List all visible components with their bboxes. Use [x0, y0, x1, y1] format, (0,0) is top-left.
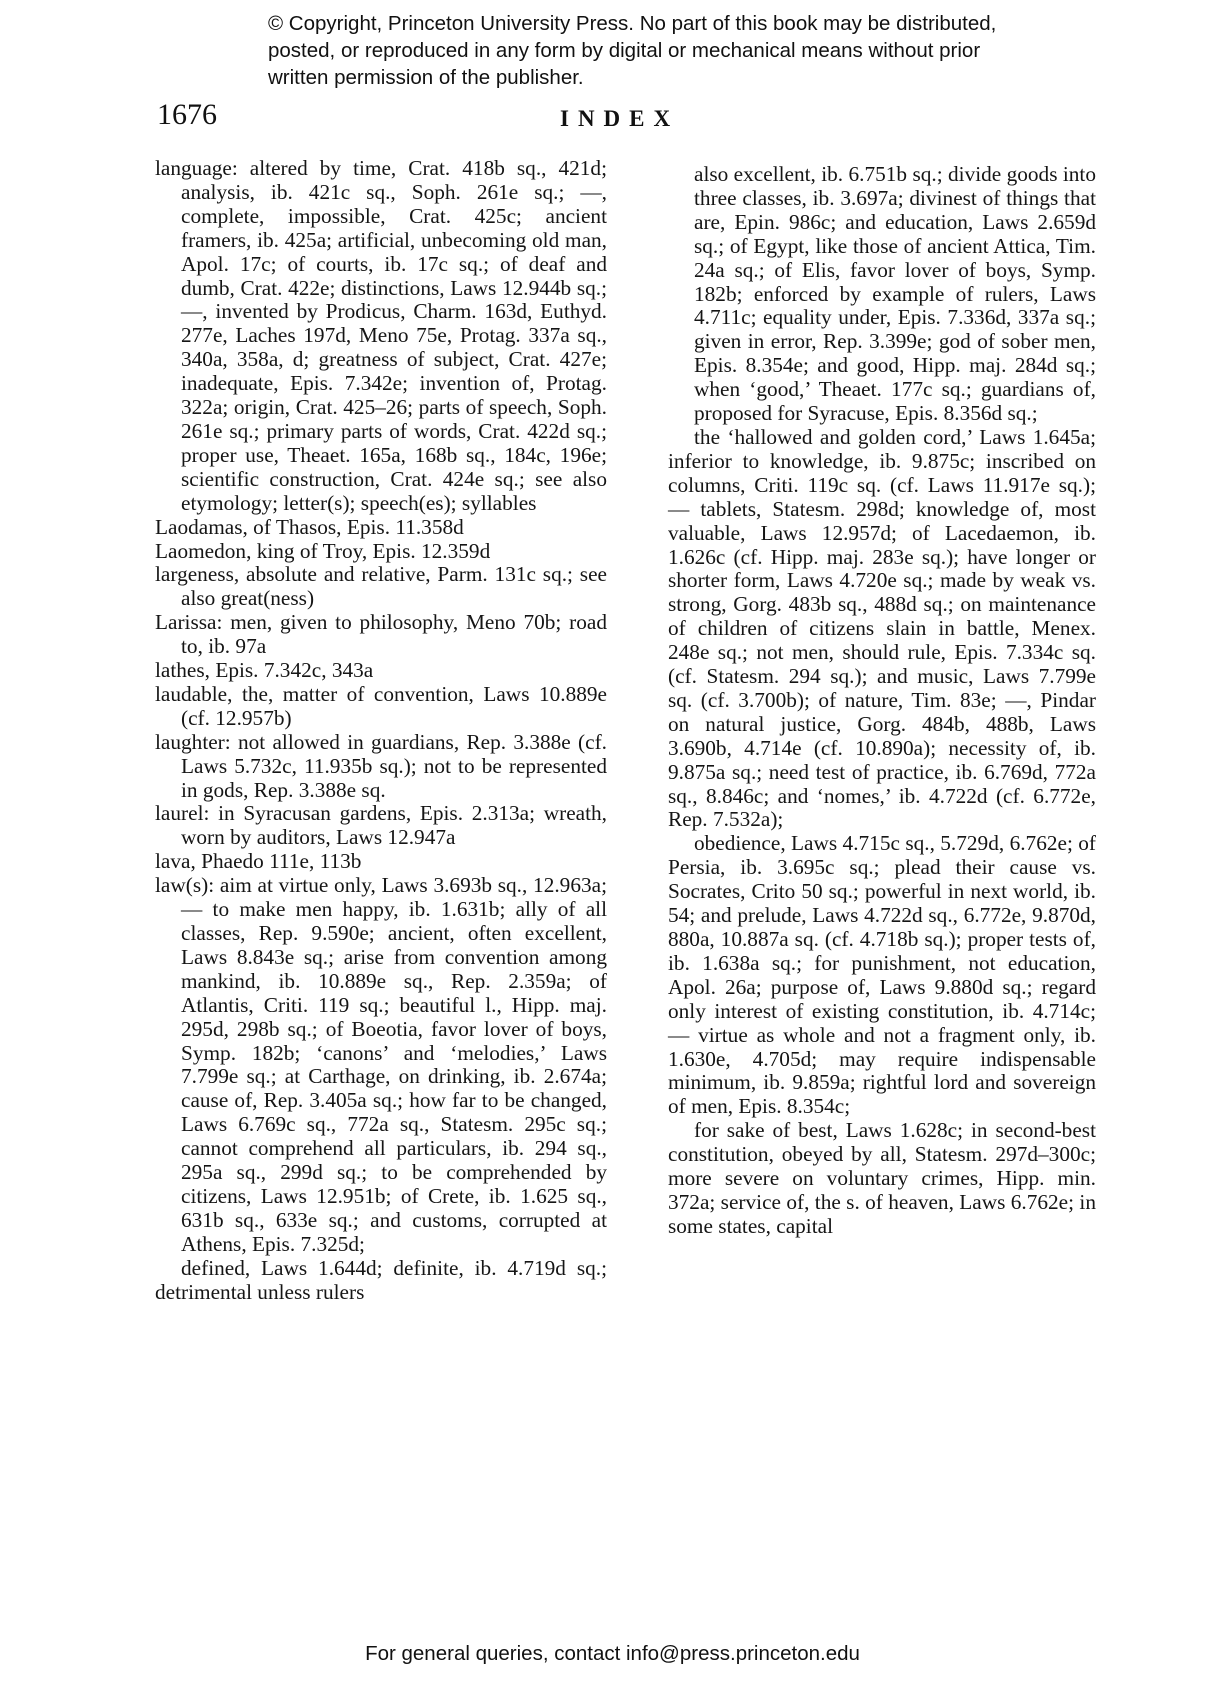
- index-entry-continuation: also excellent, ib. 6.751b sq.; divide goods into three classes, ib. 3.697a; divinest of things that are, Epin. 986c; and education, Laws 2.659d sq.; of Egypt, like those of ancient Attica, Tim. 24a sq.; of Elis, favor lover of boys, Symp. 182b; enforced by example of rulers, Laws 4.711c; equality under, Epis. 7.336d, 337a sq.; given in error, Rep. 3.399e; god of sober men, Epis. 8.354e; and good, Hipp. maj. 284d sq.; when ‘good,’ Theaet. 177c sq.; guardians of, proposed for Syracuse, Epis. 8.356d sq.;: [694, 162, 1096, 426]
- index-subentry: for sake of best, Laws 1.628c; in second-best constitution, obeyed by all, Statesm. 297d–300c; more severe on voluntary crimes, Hipp. min. 372a; service of, the s. of heaven, Laws 6.762e; in some states, capital: [668, 1118, 1096, 1238]
- index-entry: laurel: in Syracusan gardens, Epis. 2.313a; wreath, worn by auditors, Laws 12.947a: [155, 801, 607, 850]
- index-entry: laughter: not allowed in guardians, Rep. 3.388e (cf. Laws 5.732c, 11.935b sq.); not to be represented in gods, Rep. 3.388e sq.: [155, 729, 607, 802]
- index-column-right: [668, 163, 1096, 1239]
- index-entry: lava, Phaedo 111e, 113b: [155, 849, 362, 874]
- page-number: 1676: [157, 98, 217, 131]
- index-entry: largeness, absolute and relative, Parm. 131c sq.; see also great(ness): [155, 562, 607, 611]
- index-subentry: the ‘hallowed and golden cord,’ Laws 1.645a; inferior to knowledge, ib. 9.875c; inscribed on columns, Criti. 119c sq. (cf. Laws 11.917e sq.); — tablets, Statesm. 298d; knowledge of, most valuable, Laws 12.957d; of Lacedaemon, ib. 1.626c (cf. Hipp. maj. 283e sq.); have longer or shorter form, Laws 4.720e sq.; made by weak vs. strong, Gorg. 483b sq., 488d sq.; on maintenance of children of citizens slain in battle, Menex. 248e sq.; not men, should rule, Epis. 7.334c sq. (cf. Statesm. 294 sq.); and music, Laws 7.799e sq. (cf. 3.700b); of nature, Tim. 83e; —, Pindar on natural justice, Gorg. 484b, 488b, Laws 3.690b, 4.714e (cf. 10.890a); necessity of, ib. 9.875a sq.; need test of practice, ib. 6.769d, 772a sq., 8.846c; and ‘nomes,’ ib. 4.722d (cf. 6.772e, Rep. 7.532a);: [668, 424, 1096, 832]
- index-entry: Laodamas, of Thasos, Epis. 11.358d: [155, 514, 464, 539]
- index-entry: law(s): aim at virtue only, Laws 3.693b sq., 12.963a; — to make men happy, ib. 1.631b; ally of all classes, Rep. 9.590e; ancient, often excellent, Laws 8.843e sq.; arise from convention among mankind, ib. 10.889e sq., Rep. 2.359a; of Atlantis, Criti. 119 sq.; beautiful l., Hipp. maj. 295d, 298b sq.; of Boeotia, favor lover of boys, Symp. 182b; ‘canons’ and ‘melodies,’ Laws 7.799e sq.; at Carthage, on drinking, ib. 2.674a; cause of, Rep. 3.405a sq.; how far to be changed, Laws 6.769c sq., 772a sq., Statesm. 295c sq.; cannot comprehend all particulars, ib. 294 sq., 295a sq., 299d sq.; to be comprehended by citizens, Laws 12.951b; of Crete, ib. 1.625 sq., 631b sq., 633e sq.; and customs, corrupted at Athens, Epis. 7.325d;: [155, 873, 607, 1256]
- index-entry: Larissa: men, given to philosophy, Meno 70b; road to, ib. 97a: [155, 610, 607, 659]
- index-column-left: [155, 157, 607, 1305]
- index-entry: laudable, the, matter of convention, Laws 10.889e (cf. 12.957b): [155, 681, 607, 730]
- footer-contact: For general queries, contact info@press.princeton.edu: [365, 1642, 860, 1665]
- index-subentry: obedience, Laws 4.715c sq., 5.729d, 6.762e; of Persia, ib. 3.695c sq.; plead their cause vs. Socrates, Crito 50 sq.; powerful in next world, ib. 54; and prelude, Laws 4.722d sq., 6.772e, 9.870d, 880a, 10.887a sq. (cf. 4.718b sq.); proper tests of, ib. 1.638a sq.; for punishment, not education, Apol. 26a; purpose of, Laws 9.880d sq.; regard only interest of existing constitution, ib. 4.714c; — virtue as whole and not a fragment only, ib. 1.630e, 4.705d; may require indispensable minimum, ib. 9.859a; rightful lord and sovereign of men, Epis. 8.354c;: [668, 831, 1096, 1119]
- index-entry: Laomedon, king of Troy, Epis. 12.359d: [155, 538, 491, 563]
- index-entry: lathes, Epis. 7.342c, 343a: [155, 658, 374, 683]
- index-subentry: defined, Laws 1.644d; definite, ib. 4.719d sq.; detrimental unless rulers: [155, 1255, 607, 1304]
- running-head: INDEX: [560, 106, 680, 131]
- index-entry: language: altered by time, Crat. 418b sq., 421d; analysis, ib. 421c sq., Soph. 261e sq.; —, complete, impossible, Crat. 425c; ancient framers, ib. 425a; artificial, unbecoming old man, Apol. 17c; of courts, ib. 17c sq.; of deaf and dumb, Crat. 422e; distinctions, Laws 12.944b sq.; —, invented by Prodicus, Charm. 163d, Euthyd. 277e, Laches 197d, Meno 75e, Protag. 337a sq., 340a, 358a, d; greatness of subject, Crat. 427e; inadequate, Epis. 7.342e; invention of, Protag. 322a; origin, Crat. 425–26; parts of speech, Soph. 261e sq.; primary parts of words, Crat. 422d sq.; proper use, Theaet. 165a, 168b sq., 184c, 196e; scientific construction, Crat. 424e sq.; see also etymology; letter(s); speech(es); syllables: [155, 156, 607, 515]
- copyright-notice: © Copyright, Princeton University Press. No part of this book may be distributed, posted, or reproduced in any form by digital or mechanical means without prior written permission of the publisher.: [268, 12, 997, 89]
